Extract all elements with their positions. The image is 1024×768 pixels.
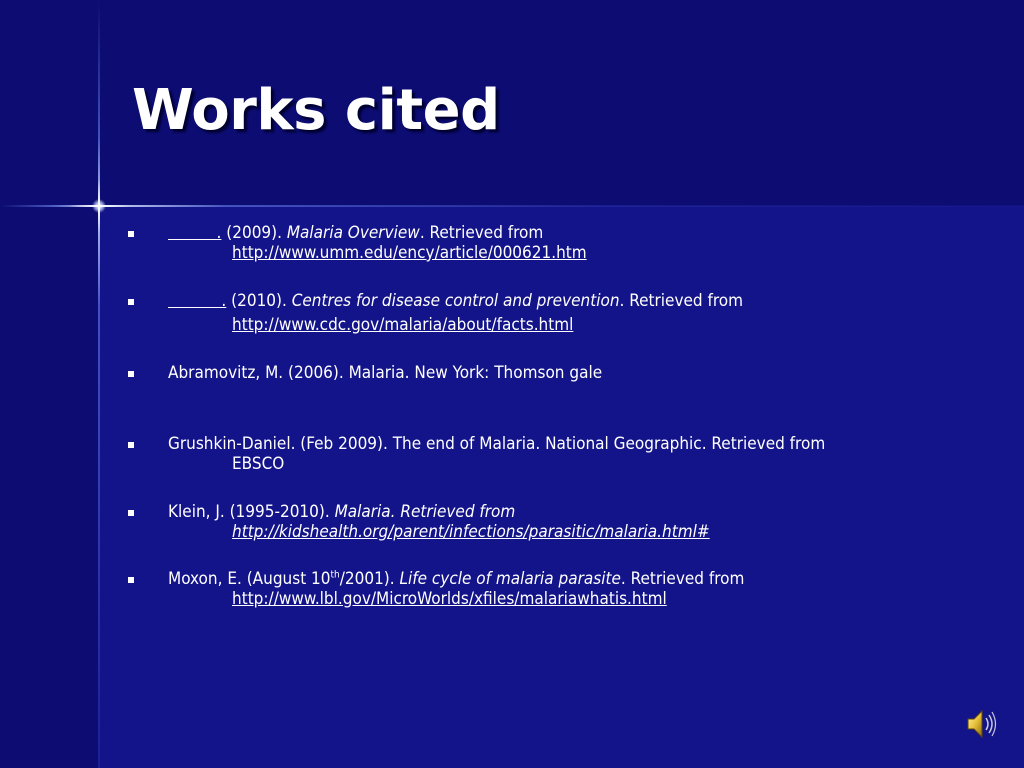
citation-link[interactable]: http://www.lbl.gov/MicroWorlds/xfiles/malariawhatis.html bbox=[232, 589, 667, 609]
author-blank: . bbox=[168, 291, 227, 311]
bullet-icon bbox=[128, 510, 134, 516]
bullet-icon bbox=[128, 577, 134, 583]
bullet-icon bbox=[128, 231, 134, 237]
citation-text: Grushkin-Daniel. (Feb 2009). The end of Malaria. National Geographic. Retrieved from bbox=[168, 434, 826, 454]
citation-retrieved: . Retrieved from bbox=[620, 569, 745, 589]
citation-source: EBSCO bbox=[232, 454, 285, 474]
citation-link[interactable]: http://kidshealth.org/parent/infections/parasitic/malaria.html# bbox=[232, 522, 710, 542]
citation-author: Klein, J. (1995-2010). bbox=[168, 502, 335, 522]
horizontal-accent-line bbox=[0, 205, 1024, 207]
slide-title: Works cited bbox=[132, 78, 500, 143]
speaker-icon[interactable] bbox=[962, 706, 998, 742]
citation-year: (2009). bbox=[221, 223, 287, 243]
vertical-accent-line bbox=[98, 0, 100, 768]
citation-title: Malaria Overview bbox=[286, 223, 420, 243]
bullet-icon bbox=[128, 299, 134, 305]
citation-title: Centres for disease control and prevention bbox=[291, 291, 620, 311]
citation-date-end: /2001). bbox=[339, 569, 400, 589]
citation-title: Malaria. Retrieved from bbox=[334, 502, 516, 522]
citation-text: Abramovitz, M. (2006). Malaria. New York: Thomson gale bbox=[168, 363, 603, 383]
citation-retrieved: . Retrieved from bbox=[419, 223, 544, 243]
citation-link[interactable]: http://www.cdc.gov/malaria/about/facts.html bbox=[232, 315, 574, 335]
bullet-icon bbox=[128, 371, 134, 377]
citation-link[interactable]: http://www.umm.edu/ency/article/000621.htm bbox=[232, 243, 587, 263]
left-panel-band bbox=[0, 0, 98, 768]
citation-title: Life cycle of malaria parasite bbox=[399, 569, 621, 589]
author-blank: . bbox=[168, 223, 222, 243]
ordinal-suffix: th bbox=[330, 569, 340, 581]
citation-author: Moxon, E. (August 10 bbox=[168, 569, 331, 589]
citation-retrieved: . Retrieved from bbox=[619, 291, 744, 311]
bullet-icon bbox=[128, 442, 134, 448]
citation-year: (2010). bbox=[226, 291, 292, 311]
